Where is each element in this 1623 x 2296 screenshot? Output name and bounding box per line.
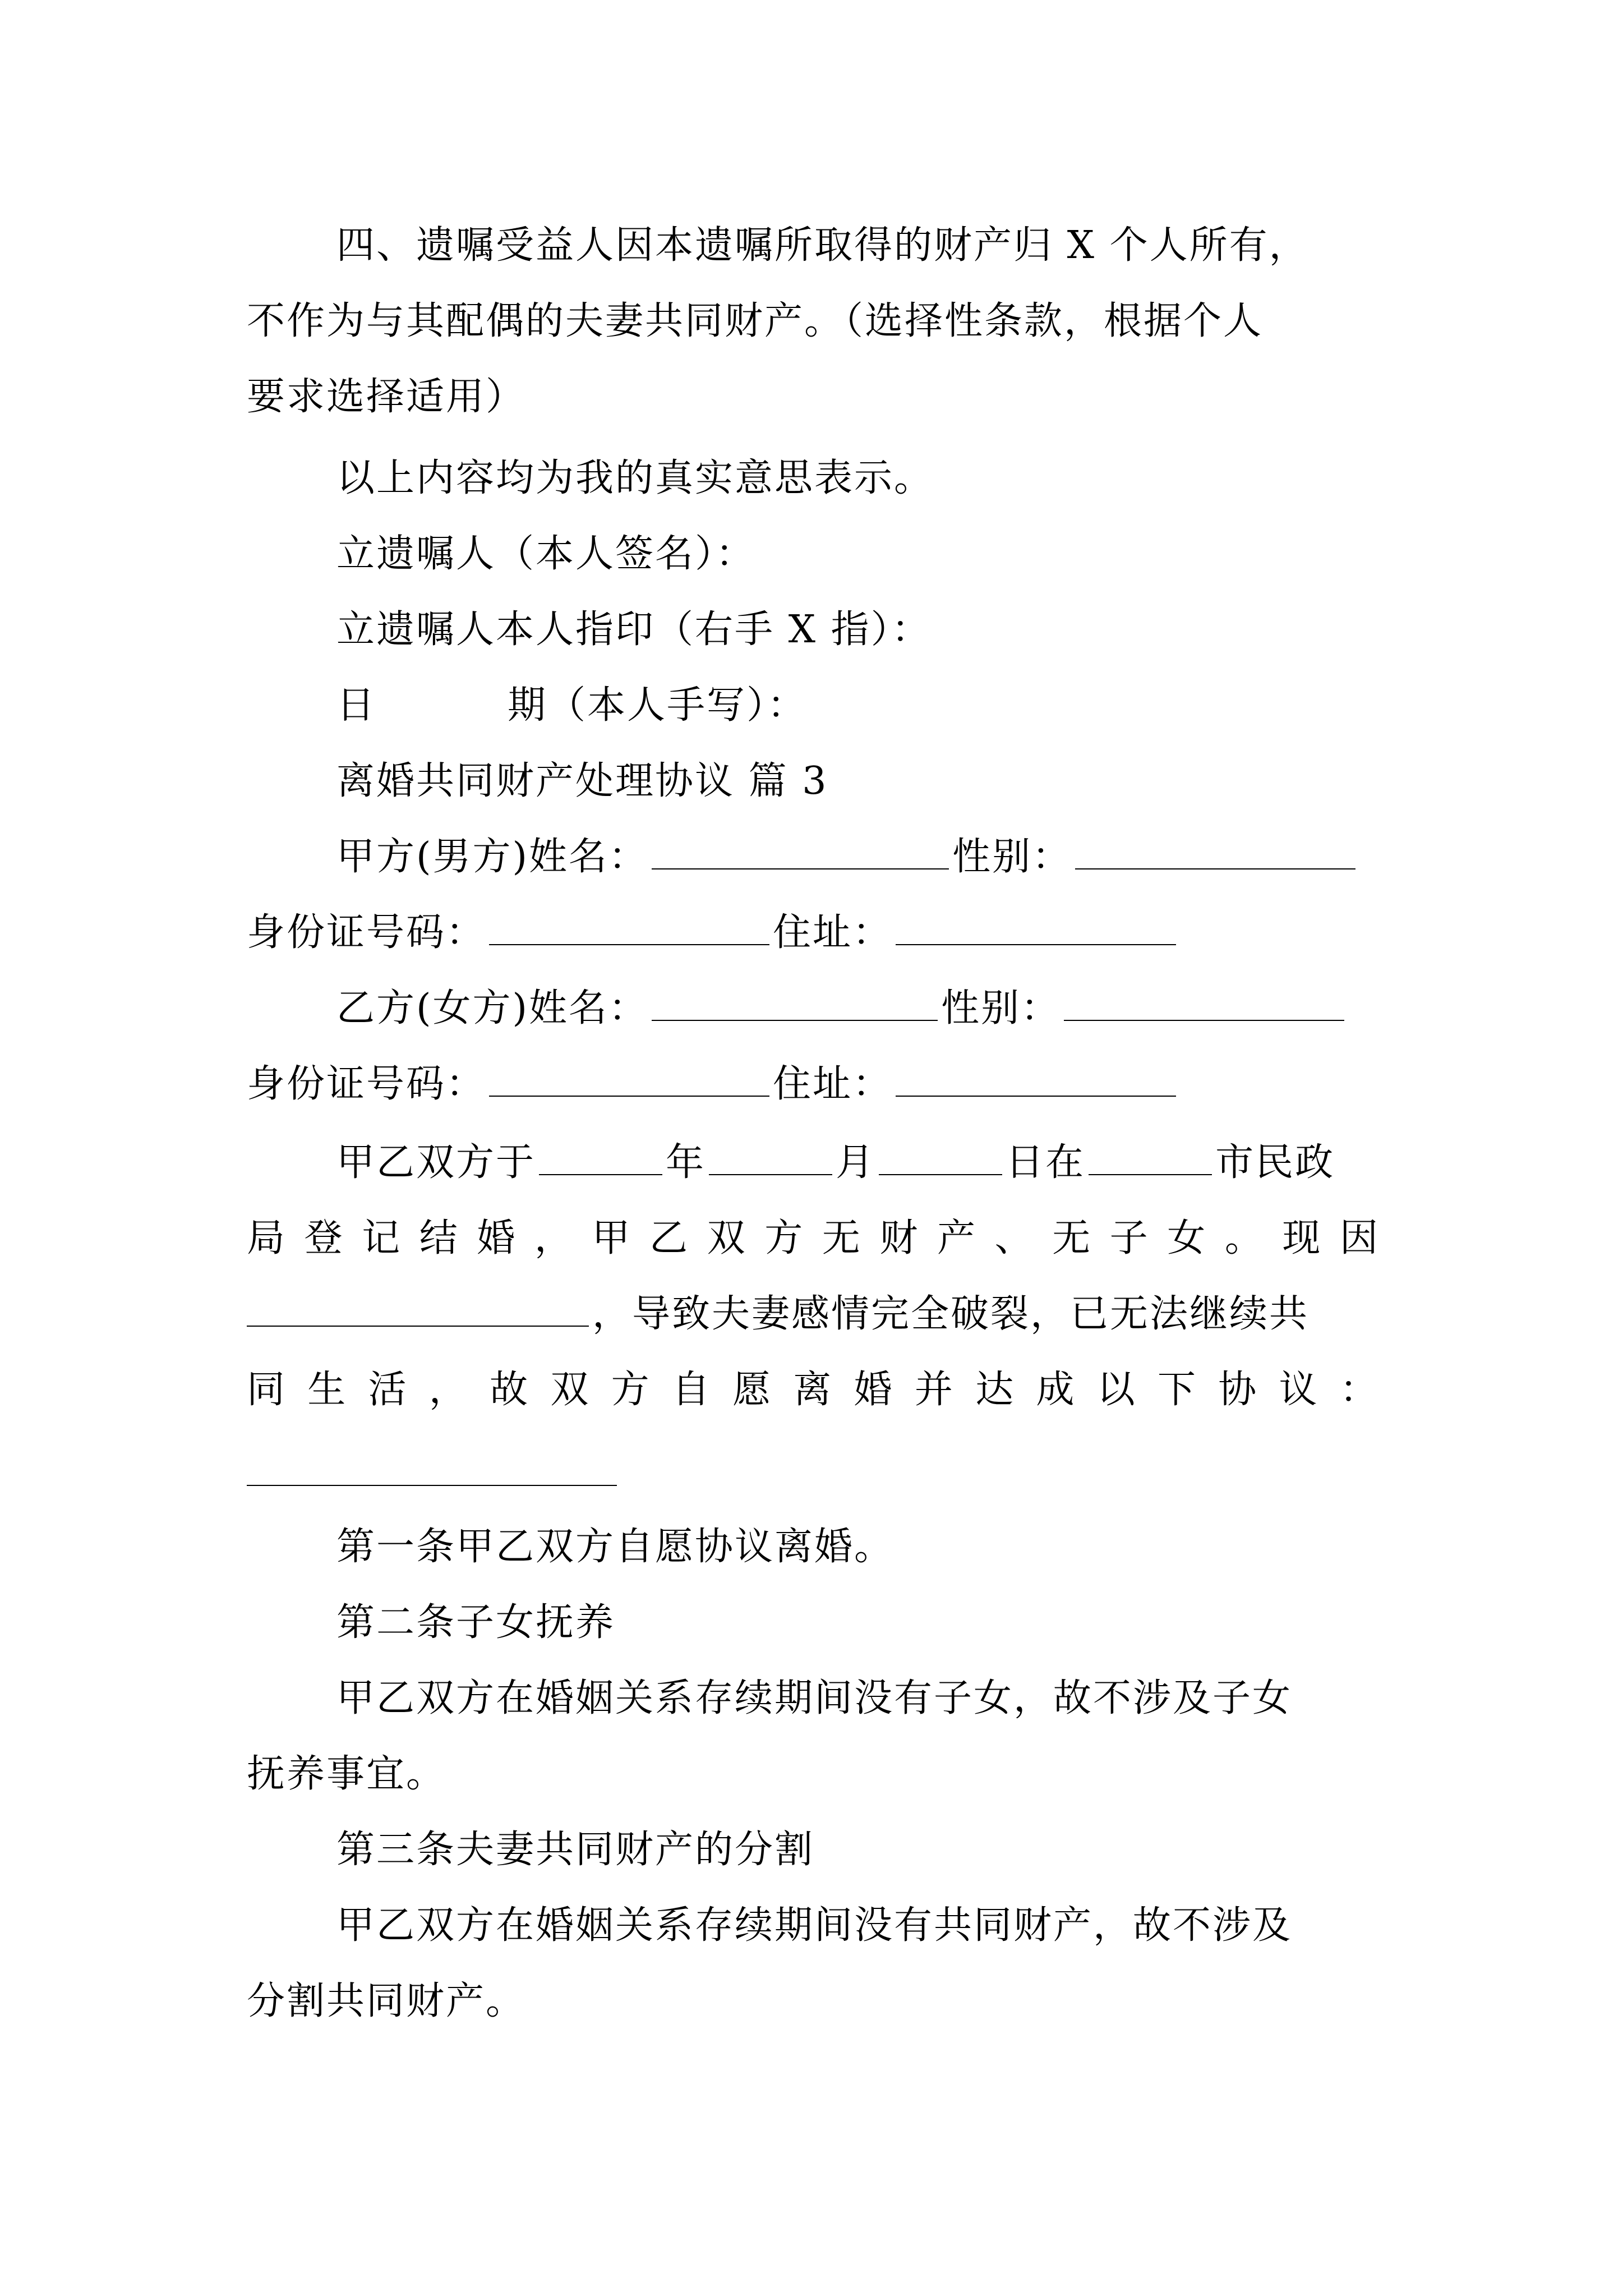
marriage-month-label: 月	[836, 1140, 876, 1185]
article-1: 第一条甲乙双方自愿协议离婚。	[336, 1525, 895, 1569]
char: 协	[1218, 1368, 1258, 1412]
char: 自	[671, 1368, 712, 1412]
char: 子	[1109, 1216, 1150, 1260]
marriage-text-a: 甲乙双方于	[336, 1140, 536, 1185]
char: ：	[1339, 1368, 1380, 1412]
marriage-line-3-text: ，导致夫妻感情完全破裂，已无法继续共	[592, 1292, 1310, 1336]
party-b-id-blank[interactable]	[489, 1061, 769, 1097]
party-a-address-label: 住址：	[773, 910, 893, 955]
char: 。	[1224, 1216, 1265, 1260]
char: 达	[975, 1368, 1016, 1412]
char: 结	[419, 1216, 459, 1260]
party-a-id-label: 身份证号码：	[247, 910, 486, 955]
char: 甲	[592, 1216, 632, 1260]
marriage-text-end: 市民政	[1215, 1140, 1335, 1185]
party-a-name-blank[interactable]	[652, 834, 949, 869]
party-b-address-label: 住址：	[773, 1062, 893, 1106]
party-a-name-label: 甲方(男方)姓名：	[336, 835, 649, 879]
char: 故	[490, 1368, 530, 1412]
marriage-year-label: 年	[666, 1140, 706, 1185]
char: 方	[764, 1216, 805, 1260]
marriage-line-4	[247, 1363, 1380, 1417]
party-b-name-blank[interactable]	[652, 985, 938, 1021]
true-intent-statement: 以上内容均为我的真实意思表示。	[336, 456, 934, 500]
testator-fingerprint-label: 立遗嘱人本人指印（右手 X 指）：	[336, 608, 932, 652]
party-b-name-row	[336, 982, 1348, 1036]
clause-4-line-2: 不作为与其配偶的夫妻共同财产。（选择性条款，根据个人	[247, 299, 1264, 343]
marriage-line-2	[247, 1212, 1380, 1266]
char: 婚	[477, 1216, 517, 1260]
char: 婚	[854, 1368, 894, 1412]
char: 并	[914, 1368, 955, 1412]
article-3-line-2: 分割共同财产。	[247, 1979, 526, 2023]
char: 乙	[649, 1216, 690, 1260]
char: 局	[247, 1216, 287, 1260]
party-a-gender-label: 性别：	[952, 835, 1072, 879]
char: 成	[1036, 1368, 1076, 1412]
char: 记	[362, 1216, 402, 1260]
party-a-id-blank[interactable]	[489, 909, 769, 945]
marriage-line-1	[336, 1136, 1335, 1190]
char: 以	[1096, 1368, 1137, 1412]
date-label-rest: 期（本人手写）：	[508, 683, 808, 728]
party-b-id-row	[247, 1057, 1179, 1111]
article-2-line-1: 甲乙双方在婚姻关系存续期间没有子女，故不涉及子女	[336, 1676, 1293, 1720]
char: 女	[1167, 1216, 1207, 1260]
party-a-name-row	[336, 830, 1359, 884]
char: 无	[1052, 1216, 1092, 1260]
testator-signature-label: 立遗嘱人（本人签名）：	[336, 532, 756, 576]
marriage-month-blank[interactable]	[709, 1139, 832, 1175]
marriage-city-blank[interactable]	[1089, 1139, 1212, 1175]
party-b-name-label: 乙方(女方)姓名：	[336, 986, 649, 1030]
char: 财	[879, 1216, 920, 1260]
marriage-year-blank[interactable]	[539, 1139, 662, 1175]
party-b-id-label: 身份证号码：	[247, 1062, 486, 1106]
party-a-gender-blank[interactable]	[1075, 834, 1355, 869]
char: 议	[1279, 1368, 1319, 1412]
date-label-first-char: 日	[336, 683, 377, 728]
article-3-title: 第三条夫妻共同财产的分割	[336, 1828, 815, 1872]
char: 离	[793, 1368, 833, 1412]
reason-blank[interactable]	[247, 1291, 589, 1327]
char: ，	[534, 1216, 574, 1260]
char: 因	[1339, 1216, 1380, 1260]
party-a-address-blank[interactable]	[896, 909, 1176, 945]
marriage-day-label: 日在	[1006, 1140, 1086, 1185]
char: 下	[1157, 1368, 1197, 1412]
agreement-blank-line[interactable]	[247, 1484, 617, 1486]
article-2-line-2: 抚养事宜。	[247, 1752, 446, 1796]
char: 现	[1282, 1216, 1322, 1260]
marriage-day-blank[interactable]	[879, 1139, 1002, 1175]
clause-4-line-1: 四、遗嘱受益人因本遗嘱所取得的财产归 X 个人所有，	[336, 223, 1309, 268]
party-b-gender-label: 性别：	[941, 986, 1061, 1030]
section-title: 离婚共同财产处理协议 篇 3	[336, 759, 828, 803]
char: 双	[550, 1368, 591, 1412]
char: 、	[994, 1216, 1035, 1260]
char: 生	[307, 1368, 348, 1412]
char: 双	[707, 1216, 747, 1260]
char: 无	[822, 1216, 862, 1260]
party-a-id-row	[247, 906, 1179, 960]
clause-4-line-3: 要求选择适用）	[247, 375, 526, 419]
char: 愿	[732, 1368, 773, 1412]
marriage-line-3	[247, 1287, 1309, 1341]
char: ，	[428, 1368, 469, 1412]
char: 登	[304, 1216, 344, 1260]
char: 同	[247, 1368, 287, 1412]
party-b-address-blank[interactable]	[896, 1061, 1176, 1097]
party-b-gender-blank[interactable]	[1064, 985, 1344, 1021]
char: 产	[937, 1216, 977, 1260]
article-3-line-1: 甲乙双方在婚姻关系存续期间没有共同财产，故不涉及	[336, 1903, 1293, 1948]
article-2-title: 第二条子女抚养	[336, 1600, 616, 1645]
char: 活	[368, 1368, 408, 1412]
char: 方	[611, 1368, 651, 1412]
